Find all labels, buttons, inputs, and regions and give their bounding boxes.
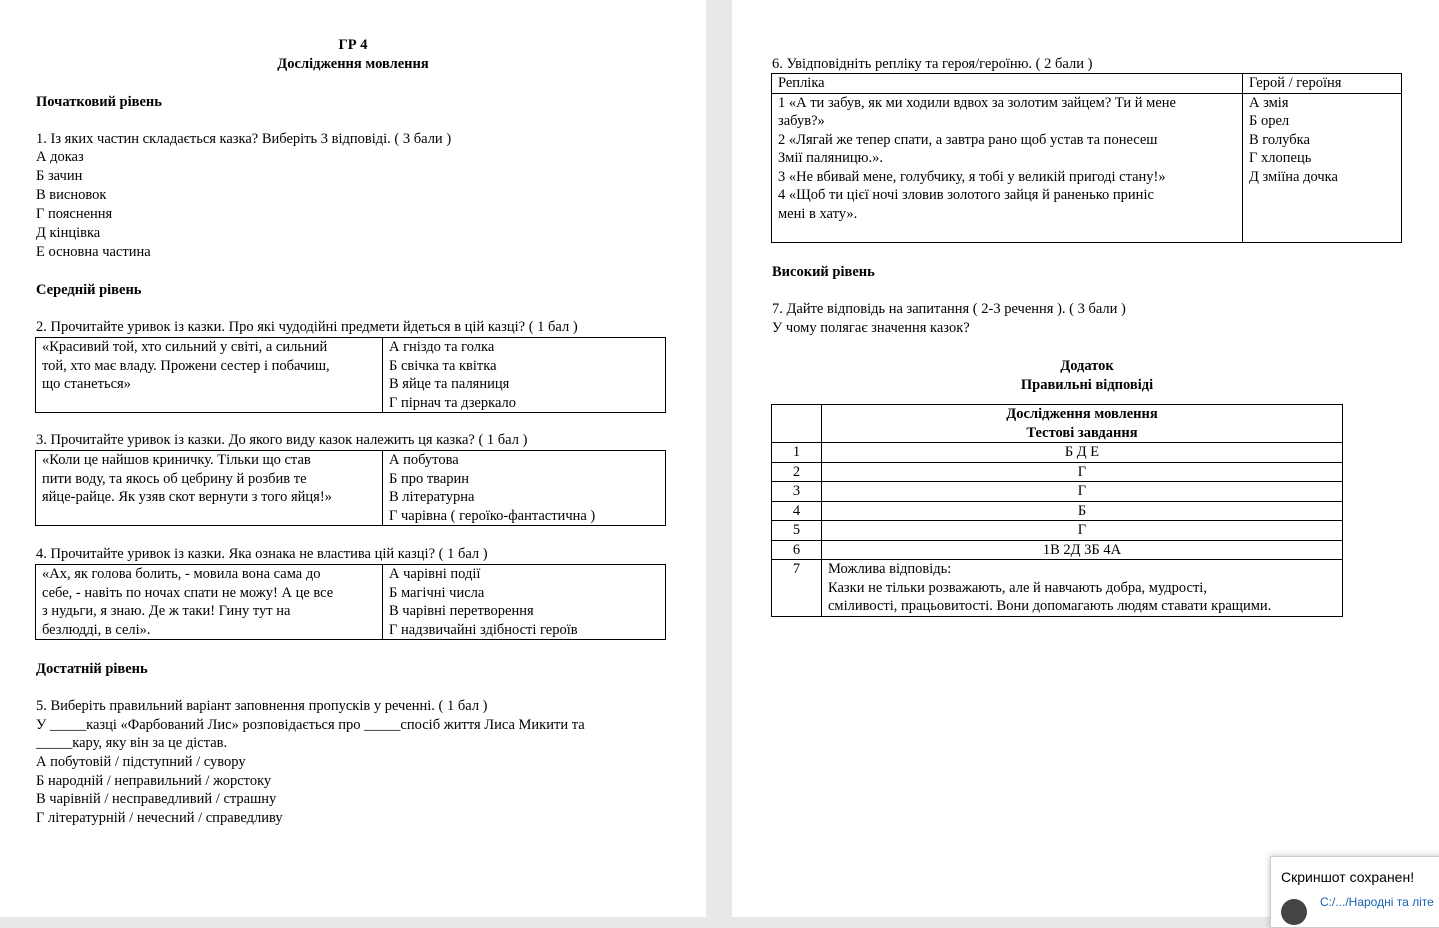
q2-option: Б свічка та квітка [389,357,497,374]
q6-heroes-cell [1243,93,1402,242]
answer-value: 1В 2Д 3Б 4А [822,540,1343,560]
level-heading-initial: Початковий рівень [36,94,162,110]
hero-option: Г хлопець [1249,150,1312,166]
doc-subtitle: Дослідження мовлення [277,56,429,72]
q2-option: В яйце та паляниця [389,376,510,392]
answers-header-line: Дослідження мовлення [1006,406,1158,422]
answer-value: Б Д Е [822,443,1343,463]
answer-line: сміливості, працьовитості. Вони допомагають людям ставати кращими. [828,598,1272,614]
passage-line: «Коли це найшов криничку. Тільки що став [42,452,311,468]
question-1: 1. Із яких частин складається казка? Виберіть 3 відповіді. ( 3 бали ) [36,131,452,147]
answer-number: 1 [772,443,822,463]
answer-value: Г [822,462,1343,482]
answer-row [772,501,1343,521]
answer-value-long [822,560,1343,617]
answer-row [772,521,1343,541]
replica-line: Змії паляницю.». [778,150,883,166]
answer-number: 4 [772,501,822,521]
q2-passage-cell [36,338,383,413]
passage-line: «Ах, як голова болить, - мовила вона сама до [42,566,321,582]
q4-passage-cell [36,565,383,640]
q5-sentence-line: У _____казці «Фарбований Лис» розповідається про _____спосіб життя Лиса Микити та [36,717,585,733]
answer-number: 6 [772,540,822,560]
replica-line: мені в хату». [778,205,858,222]
passage-line: яйце-райце. Як узяв скот вернути з того яйця!» [42,489,332,505]
q5-option: Г літературній / нечесний / справедливу [36,810,283,826]
answer-row [772,443,1343,463]
q6-header-replica: Репліка [772,74,1243,94]
question-2: 2. Прочитайте уривок із казки. Про які чудодійні предмети йдеться в цій казці? ( 1 бал ) [36,319,578,335]
folder-icon [1281,899,1307,925]
question-5: 5. Виберіть правильний варіант заповнення пропусків у реченні. ( 1 бал ) [36,698,488,714]
document-page-left [0,0,706,917]
q6-replicas-cell [772,93,1243,242]
replica-line: забув?» [778,113,825,129]
answers-table [771,404,1343,617]
replica-line: 1 «А ти забув, як ми ходили вдвох за золотим зайцем? Ти й мене [778,94,1176,111]
q5-option: В чарівній / несправедливий / страшну [36,791,277,807]
answer-line: Казки не тільки розважають, але й навчають добра, мудрості, [828,579,1207,596]
answer-number: 5 [772,521,822,541]
answer-value: Г [822,482,1343,502]
q3-options-cell [383,451,666,526]
question-3: 3. Прочитайте уривок із казки. До якого виду казок належить ця казка? ( 1 бал ) [36,432,528,448]
question-6: 6. Увідповідніть репліку та героя/героїню. ( 2 бали ) [772,56,1093,72]
q3-option: В літературна [389,489,475,505]
toast-path-link[interactable]: C:/.../Народні та літе [1320,895,1434,909]
q2-options-cell [383,338,666,413]
q6-header-hero: Герой / героїня [1243,74,1402,94]
answer-row [772,462,1343,482]
passage-line: пити воду, та якось об цебрину й розбив те [42,470,307,487]
question-4: 4. Прочитайте уривок із казки. Яка ознака не властива цій казці? ( 1 бал ) [36,546,488,562]
replica-line: 3 «Не вбивай мене, голубчику, я тобі у великій пригоді стану!» [778,168,1166,185]
passage-line: що станеться» [42,376,131,392]
q4-option: В чарівні перетворення [389,603,534,619]
q4-option: А чарівні події [389,566,481,582]
replica-line: 2 «Лягай же тепер спати, а завтра рано щоб устав та понесеш [778,131,1158,148]
q1-option: Б зачин [36,168,83,184]
answer-row [772,482,1343,502]
answer-value: Б [822,501,1343,521]
question-7: 7. Дайте відповідь на запитання ( 2-3 речення ). ( 3 бали ) [772,301,1126,317]
q4-options-cell [383,565,666,640]
passage-line: безлюдді, в селі». [42,621,151,638]
answer-number: 7 [772,560,822,617]
q3-option: Б про тварин [389,470,470,487]
hero-option: Д зміїна дочка [1249,168,1338,185]
answer-value: Г [822,521,1343,541]
q4-table [35,564,666,640]
level-heading-high: Високий рівень [772,264,875,280]
q1-option: В висновок [36,187,107,203]
q3-option: А побутова [389,452,459,468]
q1-option: А доказ [36,149,84,165]
q5-sentence-line: _____кару, яку він за це дістав. [36,735,228,751]
answer-number: 3 [772,482,822,502]
answers-header-line: Тестові завдання [1026,424,1138,441]
appendix-title: Додаток [1060,358,1114,374]
doc-title: ГР 4 [338,37,368,53]
hero-option: Б орел [1249,113,1290,129]
answers-header [822,405,1343,443]
answer-row [772,540,1343,560]
hero-option: А змія [1249,94,1289,111]
q5-option: Б народній / неправильний / жорстоку [36,773,272,789]
q3-passage-cell [36,451,383,526]
hero-option: В голубка [1249,131,1310,148]
appendix-subtitle: Правильні відповіді [1020,377,1154,393]
q3-table [35,450,666,526]
q1-option: Г пояснення [36,206,113,222]
q4-option: Б магічні числа [389,584,485,601]
screenshot-toast[interactable] [1270,856,1439,928]
document-page-right [732,0,1439,917]
answer-number: 2 [772,462,822,482]
q1-option: Д кінцівка [36,225,101,241]
q5-option: А побутовій / підступний / сувору [36,754,246,770]
toast-title: Скриншот сохранен! [1281,869,1415,885]
passage-line: «Красивий той, хто сильний у світі, а сильний [42,339,328,355]
answer-row [772,560,1343,617]
q6-table [771,73,1402,243]
passage-line: той, хто має владу. Прожени сестер і побачиш, [42,357,330,374]
level-heading-sufficient: Достатній рівень [36,661,148,677]
q2-table [35,337,666,413]
q2-option: Г пірнач та дзеркало [389,394,516,411]
passage-line: з нудьги, я знаю. Де ж таки! Гину тут на [42,603,291,619]
replica-line: 4 «Щоб ти цієї ночі зловив золотого зайця й раненько приніс [778,187,1154,203]
answers-header-num [772,405,822,443]
q7-question: У чому полягає значення казок? [772,320,970,336]
q4-option: Г надзвичайні здібності героїв [389,621,578,638]
q2-option: А гніздо та голка [389,339,495,355]
passage-line: себе, - навіть по ночах спати не можу! А це все [42,584,334,601]
answer-line: Можлива відповідь: [828,561,952,577]
level-heading-middle: Середній рівень [36,282,142,298]
q1-option: Е основна частина [36,244,151,260]
q3-option: Г чарівна ( героїко-фантастична ) [389,507,596,524]
